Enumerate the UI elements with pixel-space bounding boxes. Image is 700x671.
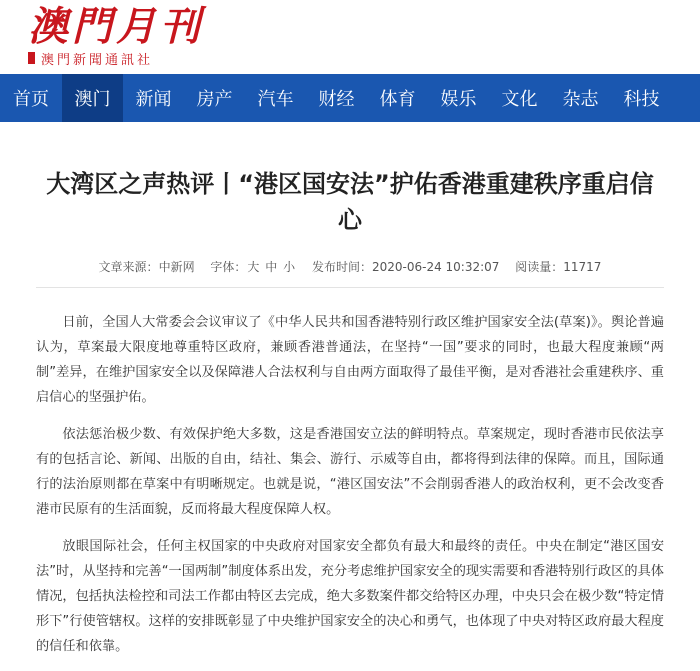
nav-item-realestate[interactable]: 房产 <box>196 89 233 110</box>
meta-publish <box>312 260 499 274</box>
meta-views-label: 阅读量： <box>515 260 564 274</box>
meta-font-label: 字体： <box>210 260 247 274</box>
meta-font-size <box>210 260 296 274</box>
main-nav <box>0 74 700 122</box>
meta-divider <box>36 287 664 288</box>
meta-source-value: 中新网 <box>158 260 195 274</box>
site-header <box>0 0 700 74</box>
article-meta <box>0 258 700 275</box>
article-paragraph: 放眼国际社会，任何主权国家的中央政府对国家安全都负有最大和最终的责任。中央在制定“港区国安法”时，从坚持和完善“一国两制”制度体系出发，充分考虑维护国家安全的现实需要和香港特别行政区的具体情况，包括执法检控和司法工作都由特区去完成，绝大多数案件都交给特区办理，中央只会在极少数“特定情形下”行使管辖权。这样的安排既彰显了中央维护国家安全的决心和勇气，也体现了中央对特区政府最大程度的信任和依靠。 <box>36 539 664 654</box>
article-paragraph: 依法惩治极少数、有效保护绝大多数，这是香港国安立法的鲜明特点。草案规定，现时香港市民依法享有的包括言论、新闻、出版的自由，结社、集会、游行、示威等自由，都将得到法律的保障。而且，国际通行的法治原则都在草案中有明晰规定。也就是说，“港区国安法”不会削弱香港人的政治权利，更不会改变香港市民原有的生活面貌，反而将最大程度保障人权。 <box>36 427 664 517</box>
nav-item-entertainment[interactable]: 娱乐 <box>440 89 477 110</box>
nav-item-sports[interactable]: 体育 <box>379 89 416 110</box>
article-body <box>36 310 664 659</box>
logo-subtitle-row <box>28 50 218 66</box>
nav-item-finance[interactable]: 财经 <box>318 89 355 110</box>
font-medium-link[interactable]: 中 <box>265 260 278 274</box>
nav-item-auto[interactable]: 汽车 <box>257 89 294 110</box>
meta-views-count: 11717 <box>563 260 602 274</box>
nav-item-macau[interactable]: 澳门 <box>62 74 123 122</box>
nav-item-news[interactable]: 新闻 <box>135 89 172 110</box>
meta-views <box>515 260 601 274</box>
meta-publish-label: 发布时间： <box>311 260 372 274</box>
article-title: 大湾区之声热评丨“港区国安法”护佑香港重建秩序重启信心 <box>46 170 654 234</box>
font-large-link[interactable]: 大 <box>247 260 260 274</box>
nav-item-magazine[interactable]: 杂志 <box>562 89 599 110</box>
logo-subtitle: 澳門新聞通訊社 <box>41 52 154 68</box>
logo-bar-mark <box>28 52 35 64</box>
meta-source <box>99 260 195 274</box>
meta-source-label: 文章来源： <box>98 260 159 274</box>
nav-item-tech[interactable]: 科技 <box>623 89 660 110</box>
font-small-link[interactable]: 小 <box>283 260 296 274</box>
nav-item-culture[interactable]: 文化 <box>501 89 538 110</box>
meta-publish-time: 2020-06-24 10:32:07 <box>371 260 500 274</box>
article <box>0 122 700 671</box>
article-paragraph: 日前，全国人大常委会会议审议了《中华人民共和国香港特别行政区维护国家安全法(草案)》。舆论普遍认为，草案最大限度地尊重特区政府，兼顾香港普通法，在坚持“一国”要求的同时，也最大程度兼顾“两制”差异，在维护国家安全以及保障港人合法权利与自由两方面取得了最佳平衡，是对香港社会重建秩序、重启信心的坚强护佑。 <box>36 315 664 405</box>
nav-item-home[interactable]: 首页 <box>13 89 49 110</box>
logo-title: 澳門月刊 <box>28 3 204 50</box>
site-logo[interactable] <box>28 4 218 68</box>
